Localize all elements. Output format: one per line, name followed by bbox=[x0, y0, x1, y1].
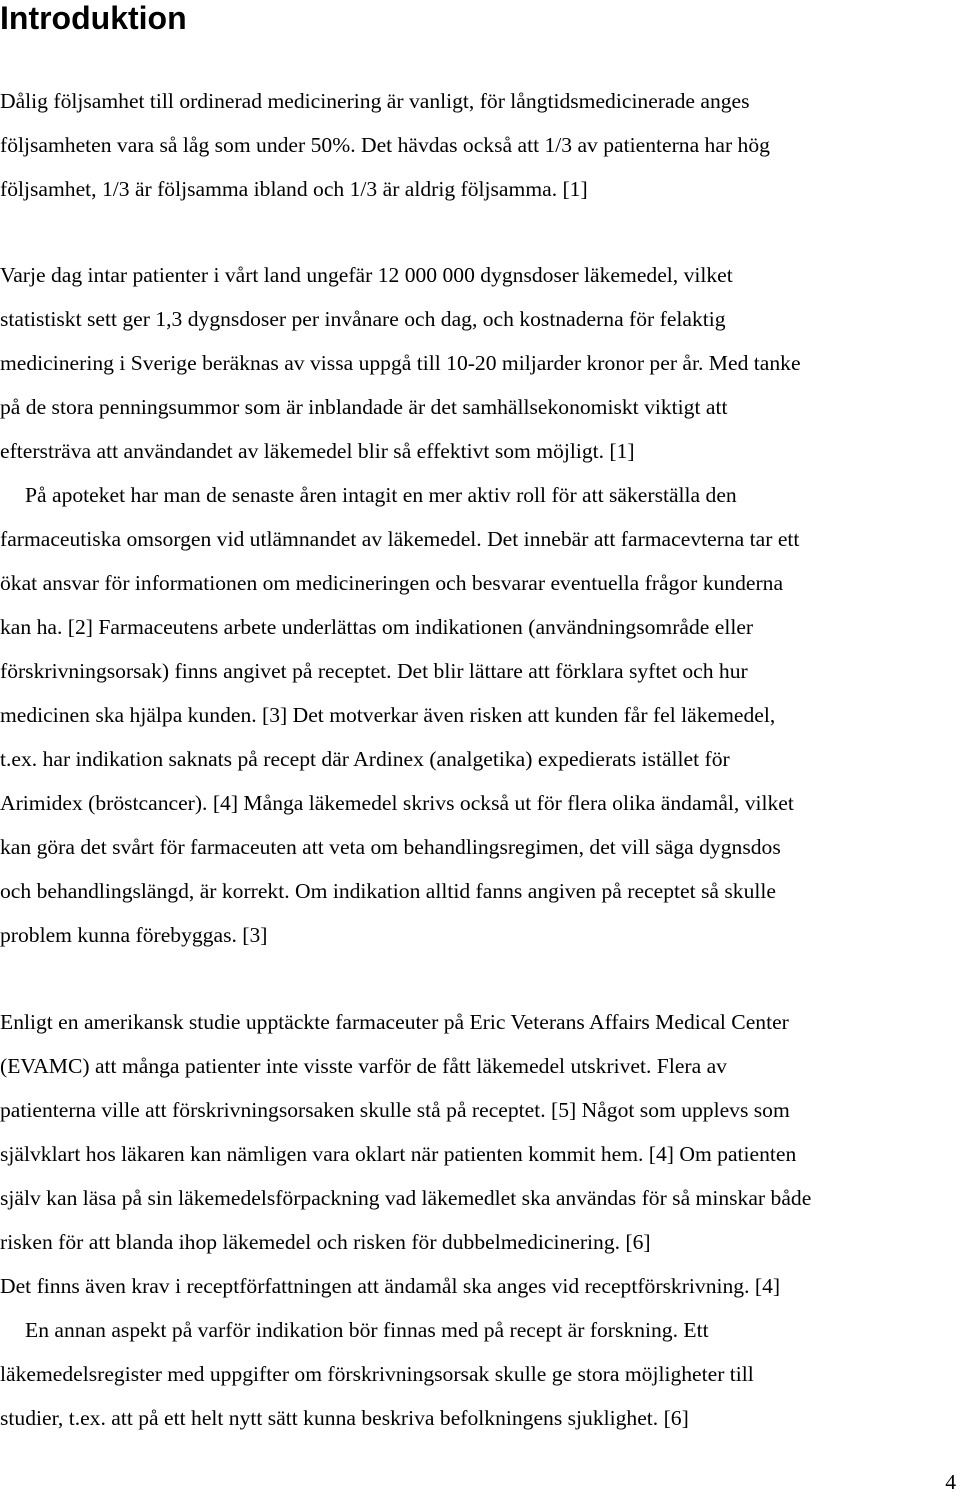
paragraph-evamc-study bbox=[0, 1000, 811, 1440]
text-line: och behandlingslängd, är korrekt. Om indikation alltid fanns angiven på receptet så skulle bbox=[0, 879, 776, 903]
text-line: ökat ansvar för informationen om medicineringen och besvarar eventuella frågor kunderna bbox=[0, 571, 784, 595]
text-line-indented: På apoteket har man de senaste åren intagit en mer aktiv roll för att säkerställa den bbox=[25, 483, 737, 507]
text-line: Varje dag intar patienter i vårt land ungefär 12 000 000 dygnsdoser läkemedel, vilket bbox=[0, 263, 733, 287]
text-line: medicinen ska hjälpa kunden. [3] Det motverkar även risken att kunden får fel läkemedel, bbox=[0, 703, 776, 727]
text-line: Det finns även krav i receptförfattningen att ändamål ska anges vid receptförskrivning. [4] bbox=[0, 1274, 781, 1298]
text-line: förskrivningsorsak) finns angivet på receptet. Det blir lättare att förklara syftet och hur bbox=[0, 659, 748, 683]
text-line: följsamhet, 1/3 är följsamma ibland och 1/3 är aldrig följsamma. [1] bbox=[0, 177, 588, 201]
text-line: farmaceutiska omsorgen vid utlämnandet av läkemedel. Det innebär att farmacevterna tar ett bbox=[0, 527, 800, 551]
text-line-indented: En annan aspekt på varför indikation bör finnas med på recept är forskning. Ett bbox=[25, 1318, 709, 1342]
text-line: på de stora penningsummor som är inblandade är det samhällsekonomiskt viktigt att bbox=[0, 395, 728, 419]
text-line: (EVAMC) att många patienter inte visste varför de fått läkemedel utskrivet. Flera av bbox=[0, 1054, 727, 1078]
text-line: Enligt en amerikansk studie upptäckte farmaceuter på Eric Veterans Affairs Medical Center bbox=[0, 1010, 789, 1034]
text-line: följsamheten vara så låg som under 50%. Det hävdas också att 1/3 av patienterna har hög bbox=[0, 133, 770, 157]
text-line: kan göra det svårt för farmaceuten att veta om behandlingsregimen, det vill säga dygnsdos bbox=[0, 835, 781, 859]
page-number: 4 bbox=[945, 1470, 956, 1494]
text-line: problem kunna förebyggas. [3] bbox=[0, 923, 268, 947]
paragraph-costs-and-pharmacy bbox=[0, 253, 801, 957]
text-line: eftersträva att användandet av läkemedel blir så effektivt som möjligt. [1] bbox=[0, 439, 635, 463]
text-line: studier, t.ex. att på ett helt nytt sätt kunna beskriva befolkningens sjuklighet. [6] bbox=[0, 1406, 689, 1430]
text-line: självklart hos läkaren kan nämligen vara oklart när patienten kommit hem. [4] Om patienten bbox=[0, 1142, 797, 1166]
text-line: kan ha. [2] Farmaceutens arbete underlättas om indikationen (användningsområde eller bbox=[0, 615, 754, 639]
text-line: Arimidex (bröstcancer). [4] Många läkemedel skrivs också ut för flera olika ändamål, vilket bbox=[0, 791, 794, 815]
section-heading: Introduktion bbox=[0, 0, 187, 36]
text-line: statistiskt sett ger 1,3 dygnsdoser per invånare och dag, och kostnaderna för felaktig bbox=[0, 307, 726, 331]
text-line: själv kan läsa på sin läkemedelsförpackning vad läkemedlet ska användas för så minskar både bbox=[0, 1186, 812, 1210]
text-line: Dålig följsamhet till ordinerad medicinering är vanligt, för långtidsmedicinerade anges bbox=[0, 89, 750, 113]
paragraph-adherence bbox=[0, 79, 770, 211]
text-line: patienterna ville att förskrivningsorsaken skulle stå på receptet. [5] Något som upplevs som bbox=[0, 1098, 790, 1122]
text-line: risken för att blanda ihop läkemedel och risken för dubbelmedicinering. [6] bbox=[0, 1230, 651, 1254]
text-line: läkemedelsregister med uppgifter om förskrivningsorsak skulle ge stora möjligheter till bbox=[0, 1362, 754, 1386]
text-line: medicinering i Sverige beräknas av vissa uppgå till 10-20 miljarder kronor per år. Med tanke bbox=[0, 351, 801, 375]
text-line: t.ex. har indikation saknats på recept där Ardinex (analgetika) expedierats istället för bbox=[0, 747, 730, 771]
